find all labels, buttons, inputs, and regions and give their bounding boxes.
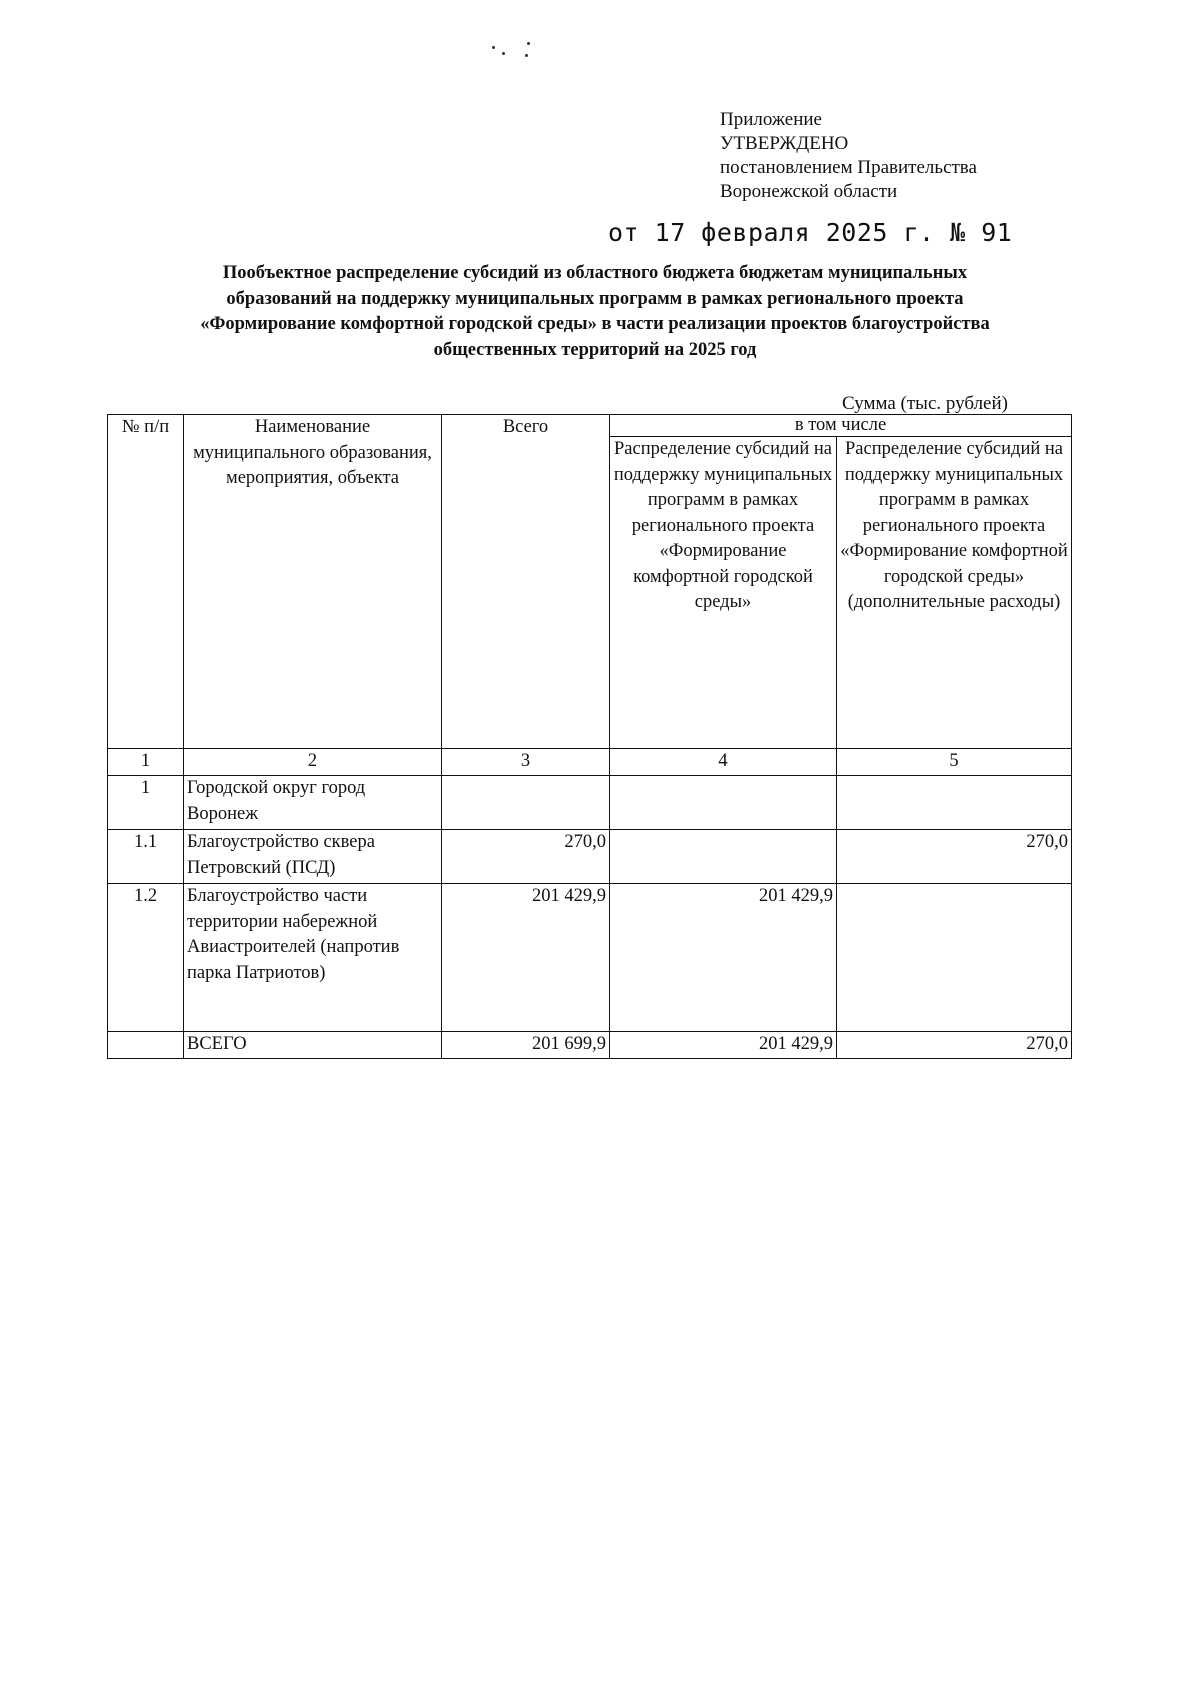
column-number: 3 (442, 749, 610, 776)
column-number: 4 (610, 749, 837, 776)
col-header-name: Наименование муниципального образования, мероприятия, объекта (184, 415, 442, 749)
scan-speck (502, 52, 505, 55)
col-header-additional: Распределение субсидий на поддержку муниципальных программ в рамках регионального проекта «Формирование комфортной городской среды» (дополнительные расходы) (837, 437, 1072, 749)
row-number: 1 (108, 776, 184, 830)
appendix-line: Воронежской области (720, 181, 898, 202)
units-label: Сумма (тыс. рублей) (842, 393, 1008, 414)
total-sum: 201 699,9 (442, 1032, 610, 1059)
scan-speck (492, 46, 495, 49)
total-number (108, 1032, 184, 1059)
row-number: 1.1 (108, 830, 184, 884)
column-number: 5 (837, 749, 1072, 776)
row-main (610, 830, 837, 884)
row-main (610, 776, 837, 830)
row-additional (837, 776, 1072, 830)
col-header-group: в том числе (610, 415, 1072, 437)
col-header-main: Распределение субсидий на поддержку муниципальных программ в рамках регионального проекта «Формирование комфортной городской среды» (610, 437, 837, 749)
title-line: «Формирование комфортной городской среды» в части реализации проектов благоустройства (200, 314, 990, 334)
title-line: образований на поддержку муниципальных программ в рамках регионального проекта (226, 288, 964, 309)
total-label: ВСЕГО (184, 1032, 442, 1059)
row-additional: 270,0 (837, 830, 1072, 884)
row-total: 201 429,9 (442, 884, 610, 1032)
table-row (108, 776, 1072, 830)
appendix-line: постановлением Правительства (720, 157, 977, 178)
decree-date-number: от 17 февраля 2025 г. № 91 (608, 218, 1013, 247)
table-row (108, 884, 1072, 1032)
total-main: 201 429,9 (610, 1032, 837, 1059)
column-number: 1 (108, 749, 184, 776)
row-total (442, 776, 610, 830)
distribution-table (107, 414, 1072, 1059)
col-header-total: Всего (442, 415, 610, 749)
document-title (120, 261, 1070, 363)
row-additional (837, 884, 1072, 1032)
scan-speck (525, 54, 528, 57)
appendix-line: Приложение (720, 109, 822, 130)
total-additional: 270,0 (837, 1032, 1072, 1059)
column-number: 2 (184, 749, 442, 776)
header-row (108, 415, 1072, 437)
table-row (108, 830, 1072, 884)
title-line: общественных территорий на 2025 год (433, 339, 757, 360)
row-name: Благоустройство сквера Петровский (ПСД) (184, 830, 442, 884)
row-number: 1.2 (108, 884, 184, 1032)
row-name: Благоустройство части территории набережной Авиастроителей (напротив парка Патриотов) (184, 884, 442, 1032)
column-numbers-row (108, 749, 1072, 776)
row-name: Городской округ город Воронеж (184, 776, 442, 830)
col-header-number: № п/п (108, 415, 184, 749)
title-line: Пообъектное распределение субсидий из областного бюджета бюджетам муниципальных (222, 263, 968, 283)
scan-speck (527, 42, 530, 45)
approved-line: УТВЕРЖДЕНО (720, 133, 849, 154)
row-main: 201 429,9 (610, 884, 837, 1032)
appendix-block (720, 108, 977, 204)
row-total: 270,0 (442, 830, 610, 884)
total-row (108, 1032, 1072, 1059)
